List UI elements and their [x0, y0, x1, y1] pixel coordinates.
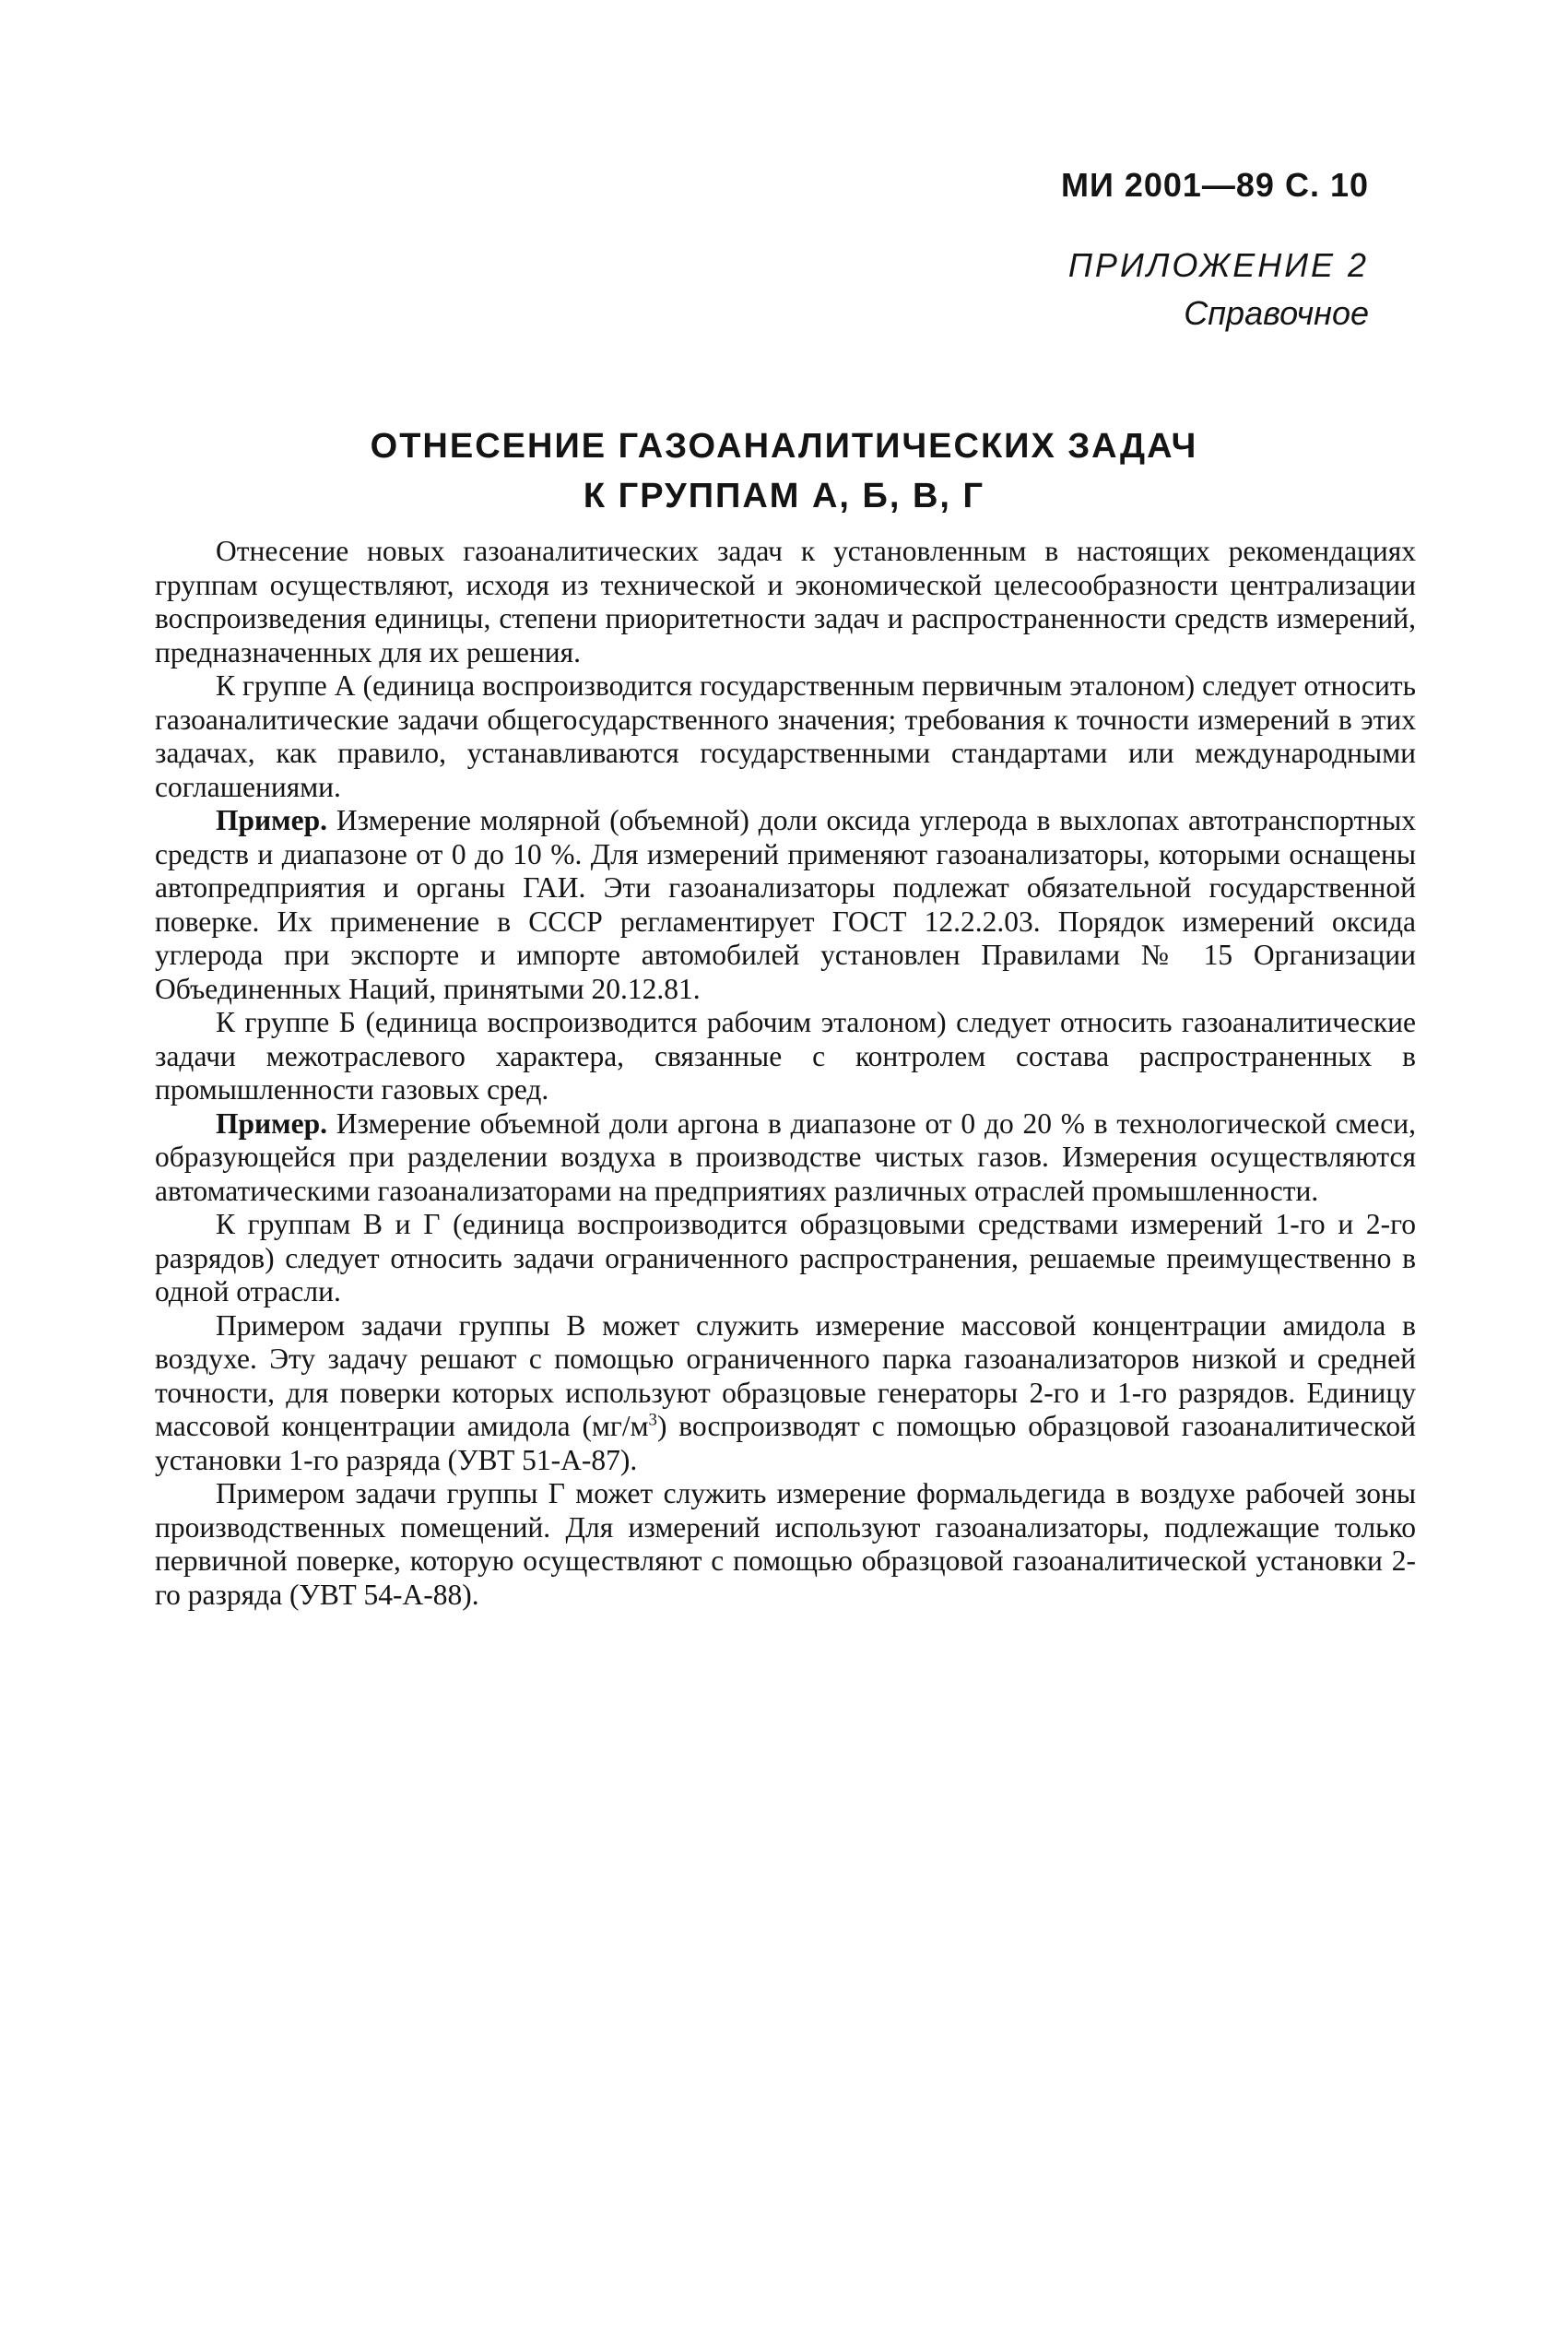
- paragraph-5: [155, 1107, 1416, 1209]
- paragraph-8: Примером задачи группы Г может служить измерение формальдегида в воздухе рабочей зоны производственных помещений. Для измерений используют газоанализаторы, подлежащие только первичной поверке, которую осуществляют с помощью образцовой газоаналитической установки 2-го разряда (УВТ 54-А-88).: [155, 1477, 1416, 1611]
- paragraph-3: [155, 804, 1416, 1006]
- paragraph-7-text-a: Примером задачи группы В может служить измерение массовой концентрации амидола в воздухе. Эту задачу решают с помощью ограниченного парка газоанализаторов низкой и средней точности, для поверки которых используют образцовые генераторы 2-го и 1-го разрядов. Единицу массовой концентрации амидола (мг/м: [155, 1308, 1416, 1442]
- paragraph-6: К группам В и Г (единица воспроизводится образцовыми средствами измерений 1-го и 2-го разрядов) следует относить задачи ограниченного распространения, решаемые преимущественно в одной отрасли.: [155, 1208, 1416, 1307]
- document-title: [0, 422, 1568, 522]
- appendix-label: ПРИЛОЖЕНИЕ 2: [1067, 246, 1369, 284]
- superscript-three: 3: [648, 1410, 657, 1430]
- appendix-block: [1068, 242, 1369, 337]
- paragraph-7: [155, 1309, 1416, 1478]
- title-line-2: К ГРУППАМ А, Б, В, Г: [583, 476, 985, 515]
- paragraph-2: К группе А (единица воспроизводится государственным первичным эталоном) следует относить газоаналитические задачи общегосударственного значения; требования к точности измерений в этих задачах, как правило, устанавливаются государственными стандартами или международными соглашениями.: [155, 669, 1416, 803]
- paragraph-3-text: Измерение молярной (объемной) доли оксида углерода в выхлопах автотранспортных средств и диапазоне от 0 до 10 %. Для измерений применяют газоанализаторы, которыми оснащены автопредприятия и органы ГАИ. Эти газоанализаторы подлежат обязательной государственной поверке. Их применение в СССР регламентирует ГОСТ 12.2.2.03. Порядок измерений оксида углерода при экспорте и импорте автомобилей установлен Правилами № 15 Организации Объединенных Наций, принятыми 20.12.81.: [155, 804, 1416, 1005]
- page-header: МИ 2001—89 С. 10: [1060, 166, 1369, 204]
- paragraph-1: Отнесение новых газоаналитических задач к установленным в настоящих рекомендациях группам осуществляют, исходя из технической и экономической целесообразности централизации воспроизведения единицы, степени приоритетности задач и распространенности средств измерений, предназначенных для их решения.: [155, 535, 1416, 669]
- body-text: [155, 535, 1416, 1612]
- paragraph-5-text: Измерение объемной доли аргона в диапазоне от 0 до 20 % в технологической смеси, образующейся при разделении воздуха в производстве чистых газов. Измерения осуществляются автоматическими газоанализаторами на предприятиях различных отраслей промышленности.: [155, 1106, 1417, 1207]
- example-label: Пример.: [216, 1106, 328, 1140]
- example-label: Пример.: [216, 804, 328, 836]
- paragraph-7-text-b: ) воспроизводят с помощью образцовой газоаналитической установки 1-го разряда (УВТ 51-А-87).: [155, 1410, 1416, 1476]
- appendix-type: Справочное: [1184, 294, 1369, 333]
- paragraph-4: К группе Б (единица воспроизводится рабочим эталоном) следует относить газоаналитические задачи межотраслевого характера, связанные с контролем состава распространенных в промышленности газовых сред.: [155, 1006, 1416, 1106]
- title-line-1: ОТНЕСЕНИЕ ГАЗОАНАЛИТИЧЕСКИХ ЗАДАЧ: [370, 427, 1198, 466]
